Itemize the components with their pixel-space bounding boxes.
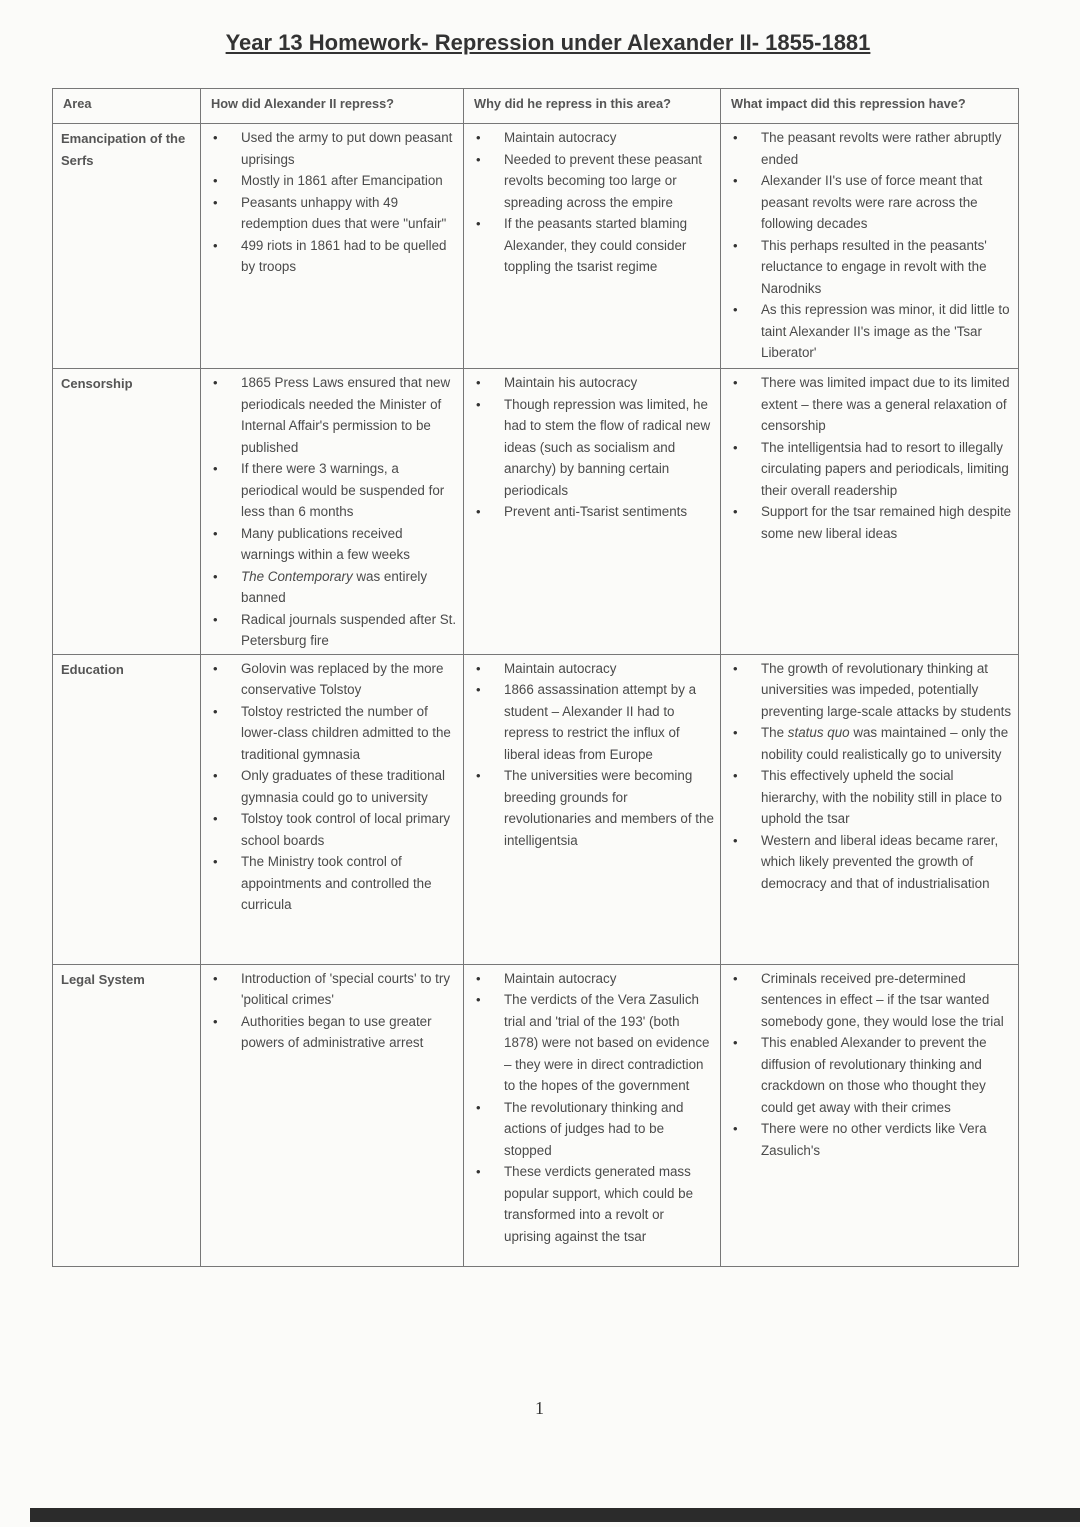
bullet-item xyxy=(201,523,457,566)
bullet-text: Authorities began to use greater powers of administrative arrest xyxy=(241,1013,432,1050)
page-number: 1 xyxy=(535,1398,544,1418)
repression-table xyxy=(52,88,1019,1267)
bullet-text: Tolstoy took control of local primary school boards xyxy=(241,811,451,848)
bullet-list xyxy=(721,372,1012,544)
bullet-item xyxy=(201,851,457,916)
bullet-item xyxy=(201,170,457,192)
bullet-text: This enabled Alexander to prevent the diffusion of revolutionary thinking and crackdown on those who thought they could get away with their crimes xyxy=(761,1035,987,1115)
why-cell xyxy=(464,964,721,1266)
bullet-list xyxy=(464,658,714,852)
impact-cell xyxy=(721,964,1019,1266)
bullet-list xyxy=(201,127,457,278)
header-impact: What impact did this repression have? xyxy=(721,89,1019,124)
bullet-item xyxy=(464,1161,714,1247)
bullet-list xyxy=(721,127,1012,364)
bullet-text: was entirely banned xyxy=(241,568,428,605)
header-area: Area xyxy=(53,89,201,124)
bullet-item xyxy=(201,192,457,235)
header-why: Why did he repress in this area? xyxy=(464,89,721,124)
why-cell xyxy=(464,369,721,655)
how-cell xyxy=(201,124,464,369)
bullet-list xyxy=(201,658,457,916)
bullet-item xyxy=(464,989,714,1097)
bullet-list xyxy=(721,968,1012,1162)
bullet-text: The xyxy=(761,725,788,740)
bullet-item xyxy=(464,1097,714,1162)
bullet-item xyxy=(201,372,457,458)
bullet-text: 1865 Press Laws ensured that new periodicals needed the Minister of Internal Affair's permission to be published xyxy=(241,375,451,455)
bullet-item xyxy=(464,149,714,214)
why-cell xyxy=(464,124,721,369)
bullet-list xyxy=(721,658,1012,895)
bullet-item xyxy=(721,235,1012,300)
bullet-item xyxy=(201,658,457,701)
bullet-text: As this repression was minor, it did little to taint Alexander II's image as the 'Tsar Liberator' xyxy=(761,302,1010,360)
table-row xyxy=(53,654,1019,964)
bullet-item xyxy=(464,658,714,680)
bullet-item xyxy=(721,830,1012,895)
bullet-item xyxy=(201,1011,457,1054)
bullet-text: Alexander II's use of force meant that peasant revolts were rare across the following decades xyxy=(761,173,983,231)
impact-cell xyxy=(721,369,1019,655)
bullet-text: Radical journals suspended after St. Petersburg fire xyxy=(241,611,457,648)
bullet-text: Needed to prevent these peasant revolts becoming too large or spreading across the empire xyxy=(504,151,703,210)
bullet-item xyxy=(721,765,1012,830)
bullet-item xyxy=(721,658,1012,723)
italic-text: status quo xyxy=(787,725,850,740)
bullet-item xyxy=(201,968,457,1011)
bullet-text: Though repression was limited, he had to stem the flow of radical new ideas (such as socialism and anarchy) by banning certain periodicals xyxy=(504,396,711,498)
bullet-list xyxy=(201,968,457,1054)
area-cell: Censorship xyxy=(53,369,201,655)
bullet-text: If there were 3 warnings, a periodical would be suspended for less than 6 months xyxy=(241,461,445,519)
bullet-item xyxy=(721,1032,1012,1118)
area-cell: Emancipation of the Serfs xyxy=(53,124,201,369)
bullet-text: 1866 assassination attempt by a student – Alexander II had to repress to restrict the influx of liberal ideas from Europe xyxy=(504,682,697,762)
table-row xyxy=(53,124,1019,369)
bullet-text: Prevent anti-Tsarist sentiments xyxy=(504,504,688,519)
bullet-text: The intelligentsia had to resort to illegally circulating papers and periodicals, limiting their overall readership xyxy=(761,439,1009,498)
bullet-text: was maintained – only the nobility could realistically go to university xyxy=(761,725,1009,762)
bullet-text: The growth of revolutionary thinking at universities was impeded, potentially preventing large-scale attacks by students xyxy=(761,660,1012,719)
bullet-item xyxy=(464,968,714,990)
bullet-item xyxy=(721,1118,1012,1161)
area-cell: Legal System xyxy=(53,964,201,1266)
bullet-item xyxy=(721,170,1012,235)
bullet-text: Many publications received warnings within a few weeks xyxy=(241,525,410,562)
bullet-text: Maintain autocracy xyxy=(504,970,617,986)
bullet-text: The verdicts of the Vera Zasulich trial and 'trial of the 193' (both 1878) were not based on evidence – they were in direct contradiction to the hopes of the government xyxy=(504,992,710,1093)
bullet-text: The Ministry took control of appointments and controlled the curricula xyxy=(241,854,432,912)
header-how: How did Alexander II repress? xyxy=(201,89,464,124)
bullet-item xyxy=(201,765,457,808)
bullet-text: Golovin was replaced by the more conservative Tolstoy xyxy=(241,660,444,697)
bullet-list xyxy=(464,968,714,1248)
bullet-text: This effectively upheld the social hierarchy, with the nobility still in place to uphold the tsar xyxy=(761,768,1002,826)
bullet-item xyxy=(721,722,1012,765)
bullet-item xyxy=(721,501,1012,544)
bullet-item xyxy=(201,127,457,170)
bullet-text: Maintain autocracy xyxy=(504,130,617,145)
bullet-item xyxy=(464,765,714,851)
bullet-item xyxy=(201,701,457,766)
bullet-text: These verdicts generated mass popular support, which could be transformed into a revolt or uprising against the tsar xyxy=(504,1164,694,1244)
why-cell xyxy=(464,654,721,964)
bullet-text: If the peasants started blaming Alexander, they could consider toppling the tsarist regime xyxy=(504,216,688,274)
bullet-text: Tolstoy restricted the number of lower-class children admitted to the traditional gymnasia xyxy=(241,703,451,762)
bullet-item xyxy=(721,968,1012,1033)
bullet-text: The universities were becoming breeding grounds for revolutionaries and members of the intelligentsia xyxy=(504,768,714,848)
bullet-item xyxy=(721,372,1012,437)
scan-edge xyxy=(30,1508,1080,1522)
bullet-item xyxy=(201,458,457,523)
how-cell xyxy=(201,654,464,964)
bullet-item xyxy=(721,299,1012,364)
bullet-text: The peasant revolts were rather abruptly ended xyxy=(761,130,1002,167)
bullet-item xyxy=(464,394,714,502)
bullet-item xyxy=(201,808,457,851)
bullet-item xyxy=(201,609,457,652)
bullet-text: There were no other verdicts like Vera Zasulich's xyxy=(761,1121,987,1158)
bullet-text: 499 riots in 1861 had to be quelled by troops xyxy=(241,237,447,274)
bullet-list xyxy=(464,127,714,278)
bullet-item xyxy=(464,372,714,394)
italic-text: The Contemporary xyxy=(241,568,353,584)
impact-cell xyxy=(721,124,1019,369)
bullet-item xyxy=(464,213,714,278)
table-row xyxy=(53,369,1019,655)
bullet-text: Maintain autocracy xyxy=(504,660,617,676)
bullet-text: Western and liberal ideas became rarer, which likely prevented the growth of democracy and that of industrialisation xyxy=(761,832,999,891)
bullet-item xyxy=(464,127,714,149)
bullet-text: Introduction of 'special courts' to try 'political crimes' xyxy=(241,970,451,1007)
bullet-text: Criminals received pre-determined sentences in effect – if the tsar wanted somebody gone, they would lose the trial xyxy=(761,970,1004,1029)
bullet-text: Mostly in 1861 after Emancipation xyxy=(241,173,443,188)
how-cell xyxy=(201,369,464,655)
bullet-text: There was limited impact due to its limited extent – there was a general relaxation of censorship xyxy=(761,375,1010,433)
bullet-item xyxy=(201,566,457,609)
bullet-item xyxy=(201,235,457,278)
impact-cell xyxy=(721,654,1019,964)
table-row xyxy=(53,964,1019,1266)
bullet-text: The revolutionary thinking and actions of judges had to be stopped xyxy=(504,1099,684,1158)
table-header-row xyxy=(53,89,1019,124)
bullet-text: Used the army to put down peasant uprisings xyxy=(241,130,453,167)
bullet-item xyxy=(721,127,1012,170)
bullet-text: Only graduates of these traditional gymnasia could go to university xyxy=(241,768,445,805)
bullet-text: Peasants unhappy with 49 redemption dues that were "unfair" xyxy=(241,194,447,231)
bullet-list xyxy=(464,372,714,523)
bullet-text: This perhaps resulted in the peasants' reluctance to engage in revolt with the Narodniks xyxy=(761,237,987,296)
bullet-item xyxy=(464,501,714,523)
area-cell: Education xyxy=(53,654,201,964)
bullet-list xyxy=(201,372,457,652)
page-title: Year 13 Homework- Repression under Alexander II- 1855-1881 xyxy=(225,30,871,55)
bullet-text: Support for the tsar remained high despite some new liberal ideas xyxy=(761,504,1012,541)
how-cell xyxy=(201,964,464,1266)
bullet-text: Maintain his autocracy xyxy=(504,375,638,390)
bullet-item xyxy=(464,679,714,765)
bullet-item xyxy=(721,437,1012,502)
